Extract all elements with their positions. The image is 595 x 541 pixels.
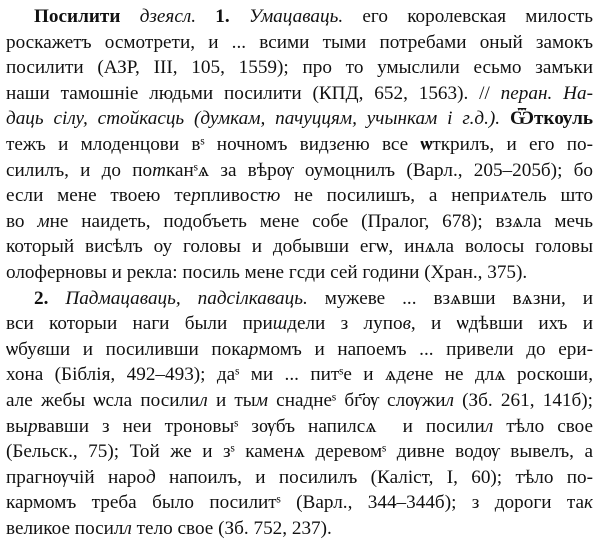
text-run: канˢѧ за вѣрѹ оумоцнилъ (Варл., 205–205б); бо [165, 159, 593, 181]
text-run: е [336, 133, 346, 155]
text-run: вавши з неи троновыˢ зѹбъ напилсѧ и посили [37, 415, 485, 437]
text-run: 2. [34, 287, 49, 309]
text-run: даць сілу, стойкасць (думкам, пачуццям, учынкам і г.д.). [6, 108, 501, 130]
text-run: Умацаваць. [248, 6, 344, 27]
text-run: дзеясл. [139, 6, 196, 27]
text-line [6, 106, 593, 132]
text-line [6, 388, 593, 414]
text-run: але жебы ѡсла посили [6, 389, 200, 411]
text-run: , и ѡдѣвши ихъ и [410, 313, 593, 335]
text-line [6, 4, 593, 30]
text-run: ѡ [420, 133, 433, 155]
text-line [6, 490, 593, 516]
text-run: напоилъ, и посилилъ (Калiст, I, 60); тѣло по- [155, 466, 593, 488]
text-run: и ты [207, 389, 256, 411]
text-run: вы [6, 415, 28, 437]
text-run: к [584, 492, 593, 514]
text-run: мужеве ... взѧвши вѧзни, и [307, 287, 593, 309]
text-run: т [152, 159, 166, 181]
text-run: посилити (АЗР, III, 105, 1559); про то умыслили есьмо замъки [6, 57, 593, 79]
text-run: ˢ [200, 133, 205, 155]
text-run: ши и посиливши пока [45, 338, 249, 360]
text-run [196, 6, 215, 27]
text-run: дели з лупо [287, 313, 403, 335]
text-run: вси которыи наги были при [6, 313, 273, 335]
text-run: если мене твоею те [6, 185, 192, 207]
text-run: ш [272, 313, 288, 335]
text-run: м [255, 389, 268, 411]
text-run: не не длѧ роскоши, [414, 364, 593, 386]
text-line [6, 516, 593, 541]
text-run: ночномъ видз [204, 133, 337, 155]
text-line [6, 439, 593, 465]
text-run: не посилишъ, а неприѧтель што [280, 185, 593, 207]
text-run: момъ и напоемъ ... привели до ери- [258, 338, 593, 360]
text-run: в [36, 338, 46, 360]
text-run: пливост [200, 185, 267, 207]
text-run: 1. [215, 6, 230, 27]
text-run: р [248, 338, 259, 360]
text-line [6, 337, 593, 363]
text-run: его королевская милость [343, 6, 593, 27]
text-run: л [484, 415, 494, 437]
text-run: Падмацаваць, падсілкаваць. [65, 287, 308, 309]
text-line [6, 260, 593, 286]
text-line [6, 209, 593, 235]
text-run: прагнѹчій наро [6, 466, 146, 488]
text-run [120, 6, 139, 27]
text-line [6, 234, 593, 260]
text-run: великое посил [6, 517, 124, 539]
text-run: который висѣлъ оу головы и добывши егѡ, инѧла волосы головы [6, 236, 593, 258]
text-run: тѣло свое [493, 415, 593, 437]
text-run: тело свое (Зб. 752, 237). [131, 517, 332, 539]
text-run: тежъ и млоденцови в [6, 133, 201, 155]
text-run: во [6, 210, 38, 232]
text-run: л [123, 517, 132, 539]
text-line [6, 286, 593, 312]
text-run: снаднеˢ бг҃ѹ слѹжи [267, 389, 446, 411]
text-run: ткрилъ, и его по- [432, 133, 593, 155]
text-line [6, 158, 593, 184]
text-run [500, 108, 510, 129]
text-run: р [191, 185, 201, 207]
text-run: (Зб. 261, 141б); [453, 389, 593, 411]
text-run: Посилити [34, 6, 121, 27]
text-run: ю [266, 185, 281, 207]
text-run: р [27, 415, 38, 437]
text-run: Ѿткѹль [509, 108, 593, 130]
text-run: хона (Біблія, 492–493); даˢ ми ... питˢе и ѧд [6, 364, 407, 386]
text-line [6, 362, 593, 388]
text-line [6, 30, 593, 56]
text-run: силилъ, и до по [6, 159, 153, 181]
text-line [6, 465, 593, 491]
text-run: в [402, 313, 411, 335]
text-run: д [145, 466, 156, 488]
text-line [6, 183, 593, 209]
text-line [6, 55, 593, 81]
text-run: роскажетъ осмотрети, и ... всими тыми потребами оный замокъ [6, 31, 593, 53]
text-line [6, 414, 593, 440]
text-run: ню все [345, 133, 421, 155]
text-run: (Бельск., 75); Той же и зˢ каменѧ деревомˢ дивне водѹ вывелъ, а [6, 441, 593, 463]
text-line [6, 132, 593, 158]
text-line [6, 81, 593, 107]
text-run: наши тамошніе людьми посилити (КПД, 652, 1563). // [6, 82, 501, 104]
text-run: перан. На- [500, 82, 593, 104]
text-run: л [445, 389, 454, 411]
text-run: м [37, 210, 50, 232]
text-run: ѡбу [6, 338, 37, 360]
text-run: кармомъ треба было посилитˢ (Варл., 344–344б); з дороги та [6, 492, 585, 514]
text-line [6, 311, 593, 337]
text-run: е [406, 364, 415, 386]
text-run [230, 6, 249, 27]
text-run: л [199, 389, 208, 411]
text-run: не наидеть, подобъеть мене собе (Пралог, 678); взѧла мечь [49, 210, 593, 232]
text-run [48, 288, 65, 309]
text-run: олоферновы и рекла: посиль мене гсди сей години (Хран., 375). [6, 261, 528, 283]
